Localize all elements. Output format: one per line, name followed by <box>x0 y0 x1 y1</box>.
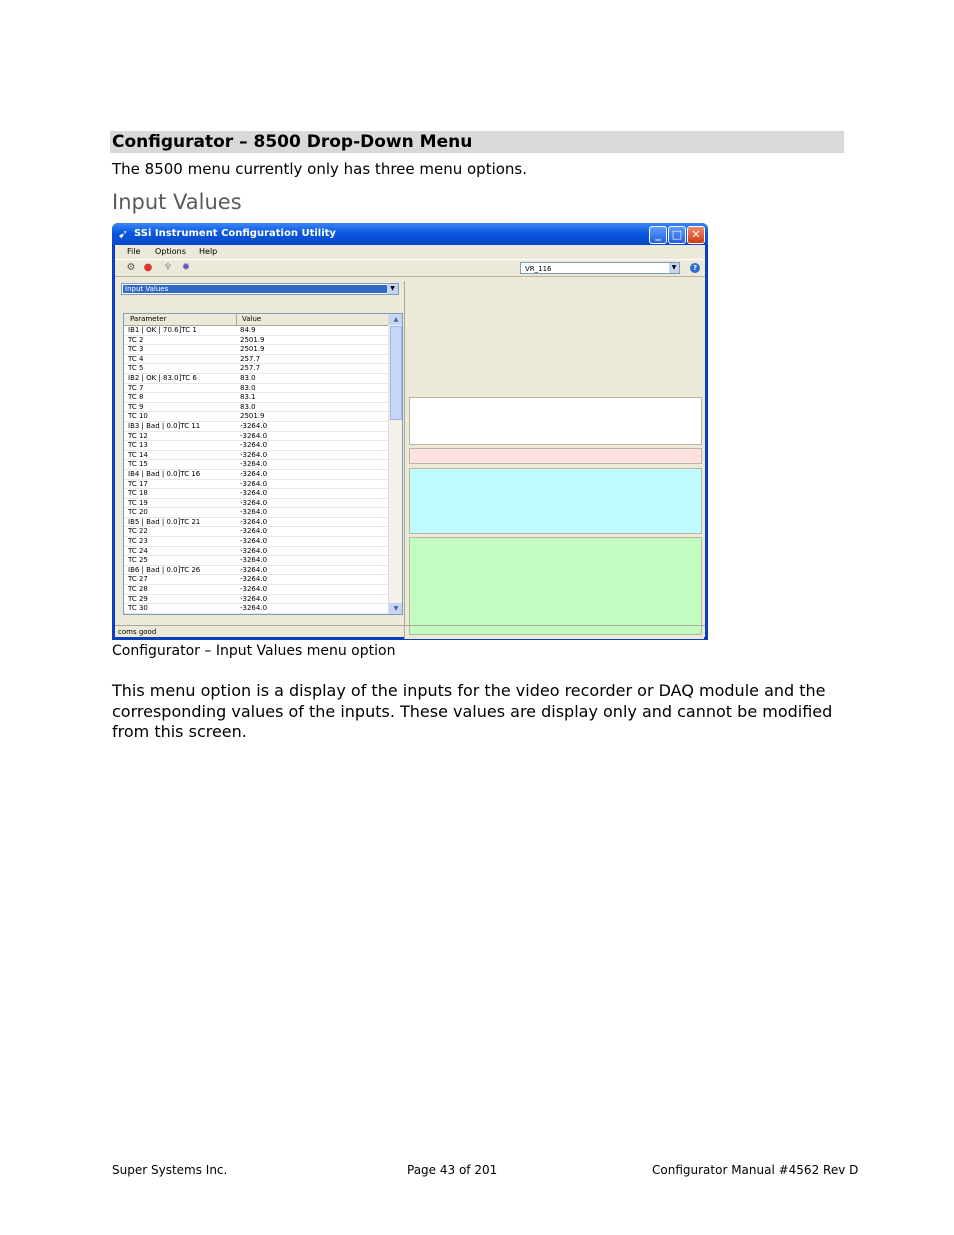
network-icon[interactable]: ⚙ <box>126 262 136 273</box>
cell-parameter: TC 25 <box>128 556 148 565</box>
grid-body <box>124 326 388 614</box>
footer-company: Super Systems Inc. <box>112 1163 228 1177</box>
cell-value: -3264.0 <box>240 489 268 498</box>
table-row[interactable] <box>124 355 388 365</box>
cell-parameter: TC 12 <box>128 431 148 440</box>
resize-grip-icon[interactable]: ⋰ <box>696 628 703 636</box>
cell-value: -3264.0 <box>240 565 268 574</box>
table-row[interactable] <box>124 527 388 537</box>
scroll-thumb[interactable] <box>390 326 402 420</box>
cell-parameter: TC 3 <box>128 345 144 354</box>
cell-parameter: IB5 | Bad | 0.0]TC 21 <box>128 517 201 526</box>
table-row[interactable] <box>124 470 388 480</box>
cell-value: -3264.0 <box>240 498 268 507</box>
footer-manual-id: Configurator Manual #4562 Rev D <box>652 1163 859 1177</box>
table-row[interactable] <box>124 489 388 499</box>
subheading: Input Values <box>112 190 242 214</box>
table-row[interactable] <box>124 566 388 576</box>
cell-parameter: TC 4 <box>128 354 144 363</box>
cell-parameter: TC 30 <box>128 604 148 613</box>
table-row[interactable] <box>124 547 388 557</box>
grid-scrollbar[interactable] <box>388 314 403 614</box>
view-select-value: Input Values <box>123 285 387 293</box>
wrench-icon[interactable]: ♆ <box>163 262 173 273</box>
table-row[interactable] <box>124 326 388 336</box>
table-row[interactable] <box>124 336 388 346</box>
section-title: Configurator – 8500 Drop-Down Menu <box>112 132 473 152</box>
cell-parameter: TC 24 <box>128 546 148 555</box>
app-logo-icon: ➹ <box>118 227 129 241</box>
cell-value: 257.7 <box>240 354 261 363</box>
menu-bar <box>115 245 705 259</box>
info-panel-pink <box>409 448 702 464</box>
cell-value: -3264.0 <box>240 421 268 430</box>
cell-value: 83.0 <box>240 383 256 392</box>
table-row[interactable] <box>124 480 388 490</box>
window-titlebar <box>112 223 708 245</box>
table-row[interactable] <box>124 403 388 413</box>
cell-value: -3264.0 <box>240 594 268 603</box>
cell-parameter: TC 2 <box>128 335 144 344</box>
info-panel-green <box>409 537 702 635</box>
table-row[interactable] <box>124 585 388 595</box>
cell-parameter: IB4 | Bad | 0.0]TC 16 <box>128 469 201 478</box>
table-row[interactable] <box>124 345 388 355</box>
cell-parameter: TC 29 <box>128 594 148 603</box>
cell-value: -3264.0 <box>240 537 268 546</box>
table-row[interactable] <box>124 508 388 518</box>
cell-value: -3264.0 <box>240 431 268 440</box>
info-panel-white <box>409 397 702 445</box>
cell-value: -3264.0 <box>240 546 268 555</box>
table-row[interactable] <box>124 432 388 442</box>
table-row[interactable] <box>124 422 388 432</box>
intro-text: The 8500 menu currently only has three menu options. <box>112 160 528 178</box>
cell-value: -3264.0 <box>240 527 268 536</box>
status-text: coms good <box>118 628 157 636</box>
table-row[interactable] <box>124 556 388 566</box>
header-parameter[interactable]: Parameter <box>130 315 167 323</box>
app-window-screenshot <box>112 223 708 640</box>
cell-value: 2501.9 <box>240 335 265 344</box>
table-row[interactable] <box>124 374 388 384</box>
table-row[interactable] <box>124 412 388 422</box>
window-client-area <box>115 245 705 637</box>
cell-value: -3264.0 <box>240 604 268 613</box>
table-row[interactable] <box>124 451 388 461</box>
table-row[interactable] <box>124 460 388 470</box>
cell-value: -3264.0 <box>240 441 268 450</box>
cell-parameter: IB1 | OK | 70.6]TC 1 <box>128 326 197 334</box>
table-row[interactable] <box>124 441 388 451</box>
cell-value: -3264.0 <box>240 508 268 517</box>
cell-value: -3264.0 <box>240 585 268 594</box>
table-row[interactable] <box>124 575 388 585</box>
close-button[interactable]: ✕ <box>687 226 705 244</box>
device-combo-value: VR_116 <box>525 265 552 273</box>
cell-value: 84.9 <box>240 326 256 334</box>
cell-value: -3264.0 <box>240 517 268 526</box>
cell-value: 83.0 <box>240 373 256 382</box>
chevron-down-icon[interactable]: ▼ <box>669 263 679 273</box>
cell-parameter: TC 14 <box>128 450 148 459</box>
cell-parameter: TC 20 <box>128 508 148 517</box>
cell-value: -3264.0 <box>240 479 268 488</box>
menu-help[interactable]: Help <box>199 247 218 256</box>
view-select[interactable] <box>121 283 399 295</box>
toolbar <box>115 259 705 277</box>
window-title: SSi Instrument Configuration Utility <box>134 228 336 239</box>
table-row[interactable] <box>124 364 388 374</box>
table-row[interactable] <box>124 595 388 605</box>
table-row[interactable] <box>124 604 388 614</box>
header-divider <box>236 314 237 325</box>
gear-icon[interactable]: ✹ <box>181 262 191 273</box>
device-combo[interactable] <box>520 262 680 274</box>
cell-parameter: TC 28 <box>128 585 148 594</box>
fire-icon[interactable]: ● <box>143 262 153 273</box>
table-row[interactable] <box>124 384 388 394</box>
status-bar <box>115 625 705 637</box>
scroll-down-icon[interactable]: ▼ <box>389 603 403 614</box>
minimize-button[interactable]: _ <box>649 226 667 244</box>
cell-value: -3264.0 <box>240 450 268 459</box>
cell-parameter: TC 10 <box>128 412 148 421</box>
scroll-up-icon[interactable]: ▲ <box>389 314 403 325</box>
grid-header <box>124 314 388 326</box>
cell-parameter: TC 9 <box>128 402 144 411</box>
cell-parameter: TC 15 <box>128 460 148 469</box>
cell-parameter: IB6 | Bad | 0.0]TC 26 <box>128 565 201 574</box>
cell-parameter: IB2 | OK | 83.0]TC 6 <box>128 373 197 382</box>
right-pane <box>404 281 704 639</box>
left-pane <box>119 281 401 641</box>
cell-parameter: TC 8 <box>128 393 144 402</box>
body-paragraph: This menu option is a display of the inputs for the video recorder or DAQ module and the corresponding values of the inputs. These values are display only and cannot be modified from this screen. <box>112 681 833 741</box>
chevron-down-icon[interactable]: ▼ <box>387 284 398 294</box>
help-icon[interactable]: ? <box>690 263 700 273</box>
cell-value: -3264.0 <box>240 575 268 584</box>
cell-parameter: TC 19 <box>128 498 148 507</box>
cell-parameter: TC 23 <box>128 537 148 546</box>
header-value[interactable]: Value <box>242 315 262 323</box>
cell-value: 83.0 <box>240 402 256 411</box>
table-row[interactable] <box>124 393 388 403</box>
table-row[interactable] <box>124 499 388 509</box>
cell-value: -3264.0 <box>240 556 268 565</box>
menu-file[interactable]: File <box>127 247 141 256</box>
cell-value: 83.1 <box>240 393 256 402</box>
cell-parameter: IB3 | Bad | 0.0]TC 11 <box>128 421 201 430</box>
maximize-button[interactable]: □ <box>668 226 686 244</box>
figure-caption: Configurator – Input Values menu option <box>112 643 396 659</box>
cell-parameter: TC 22 <box>128 527 148 536</box>
cell-parameter: TC 17 <box>128 479 148 488</box>
cell-parameter: TC 27 <box>128 575 148 584</box>
menu-options[interactable]: Options <box>155 247 186 256</box>
cell-value: 2501.9 <box>240 412 265 421</box>
table-row[interactable] <box>124 518 388 528</box>
cell-parameter: TC 5 <box>128 364 144 373</box>
cell-value: 257.7 <box>240 364 261 373</box>
input-values-grid <box>123 313 403 615</box>
cell-value: 2501.9 <box>240 345 265 354</box>
cell-value: -3264.0 <box>240 460 268 469</box>
cell-parameter: TC 7 <box>128 383 144 392</box>
table-row[interactable] <box>124 537 388 547</box>
info-panel-cyan <box>409 468 702 534</box>
cell-value: -3264.0 <box>240 469 268 478</box>
footer-page-number: Page 43 of 201 <box>407 1163 498 1177</box>
cell-parameter: TC 13 <box>128 441 148 450</box>
cell-parameter: TC 18 <box>128 489 148 498</box>
